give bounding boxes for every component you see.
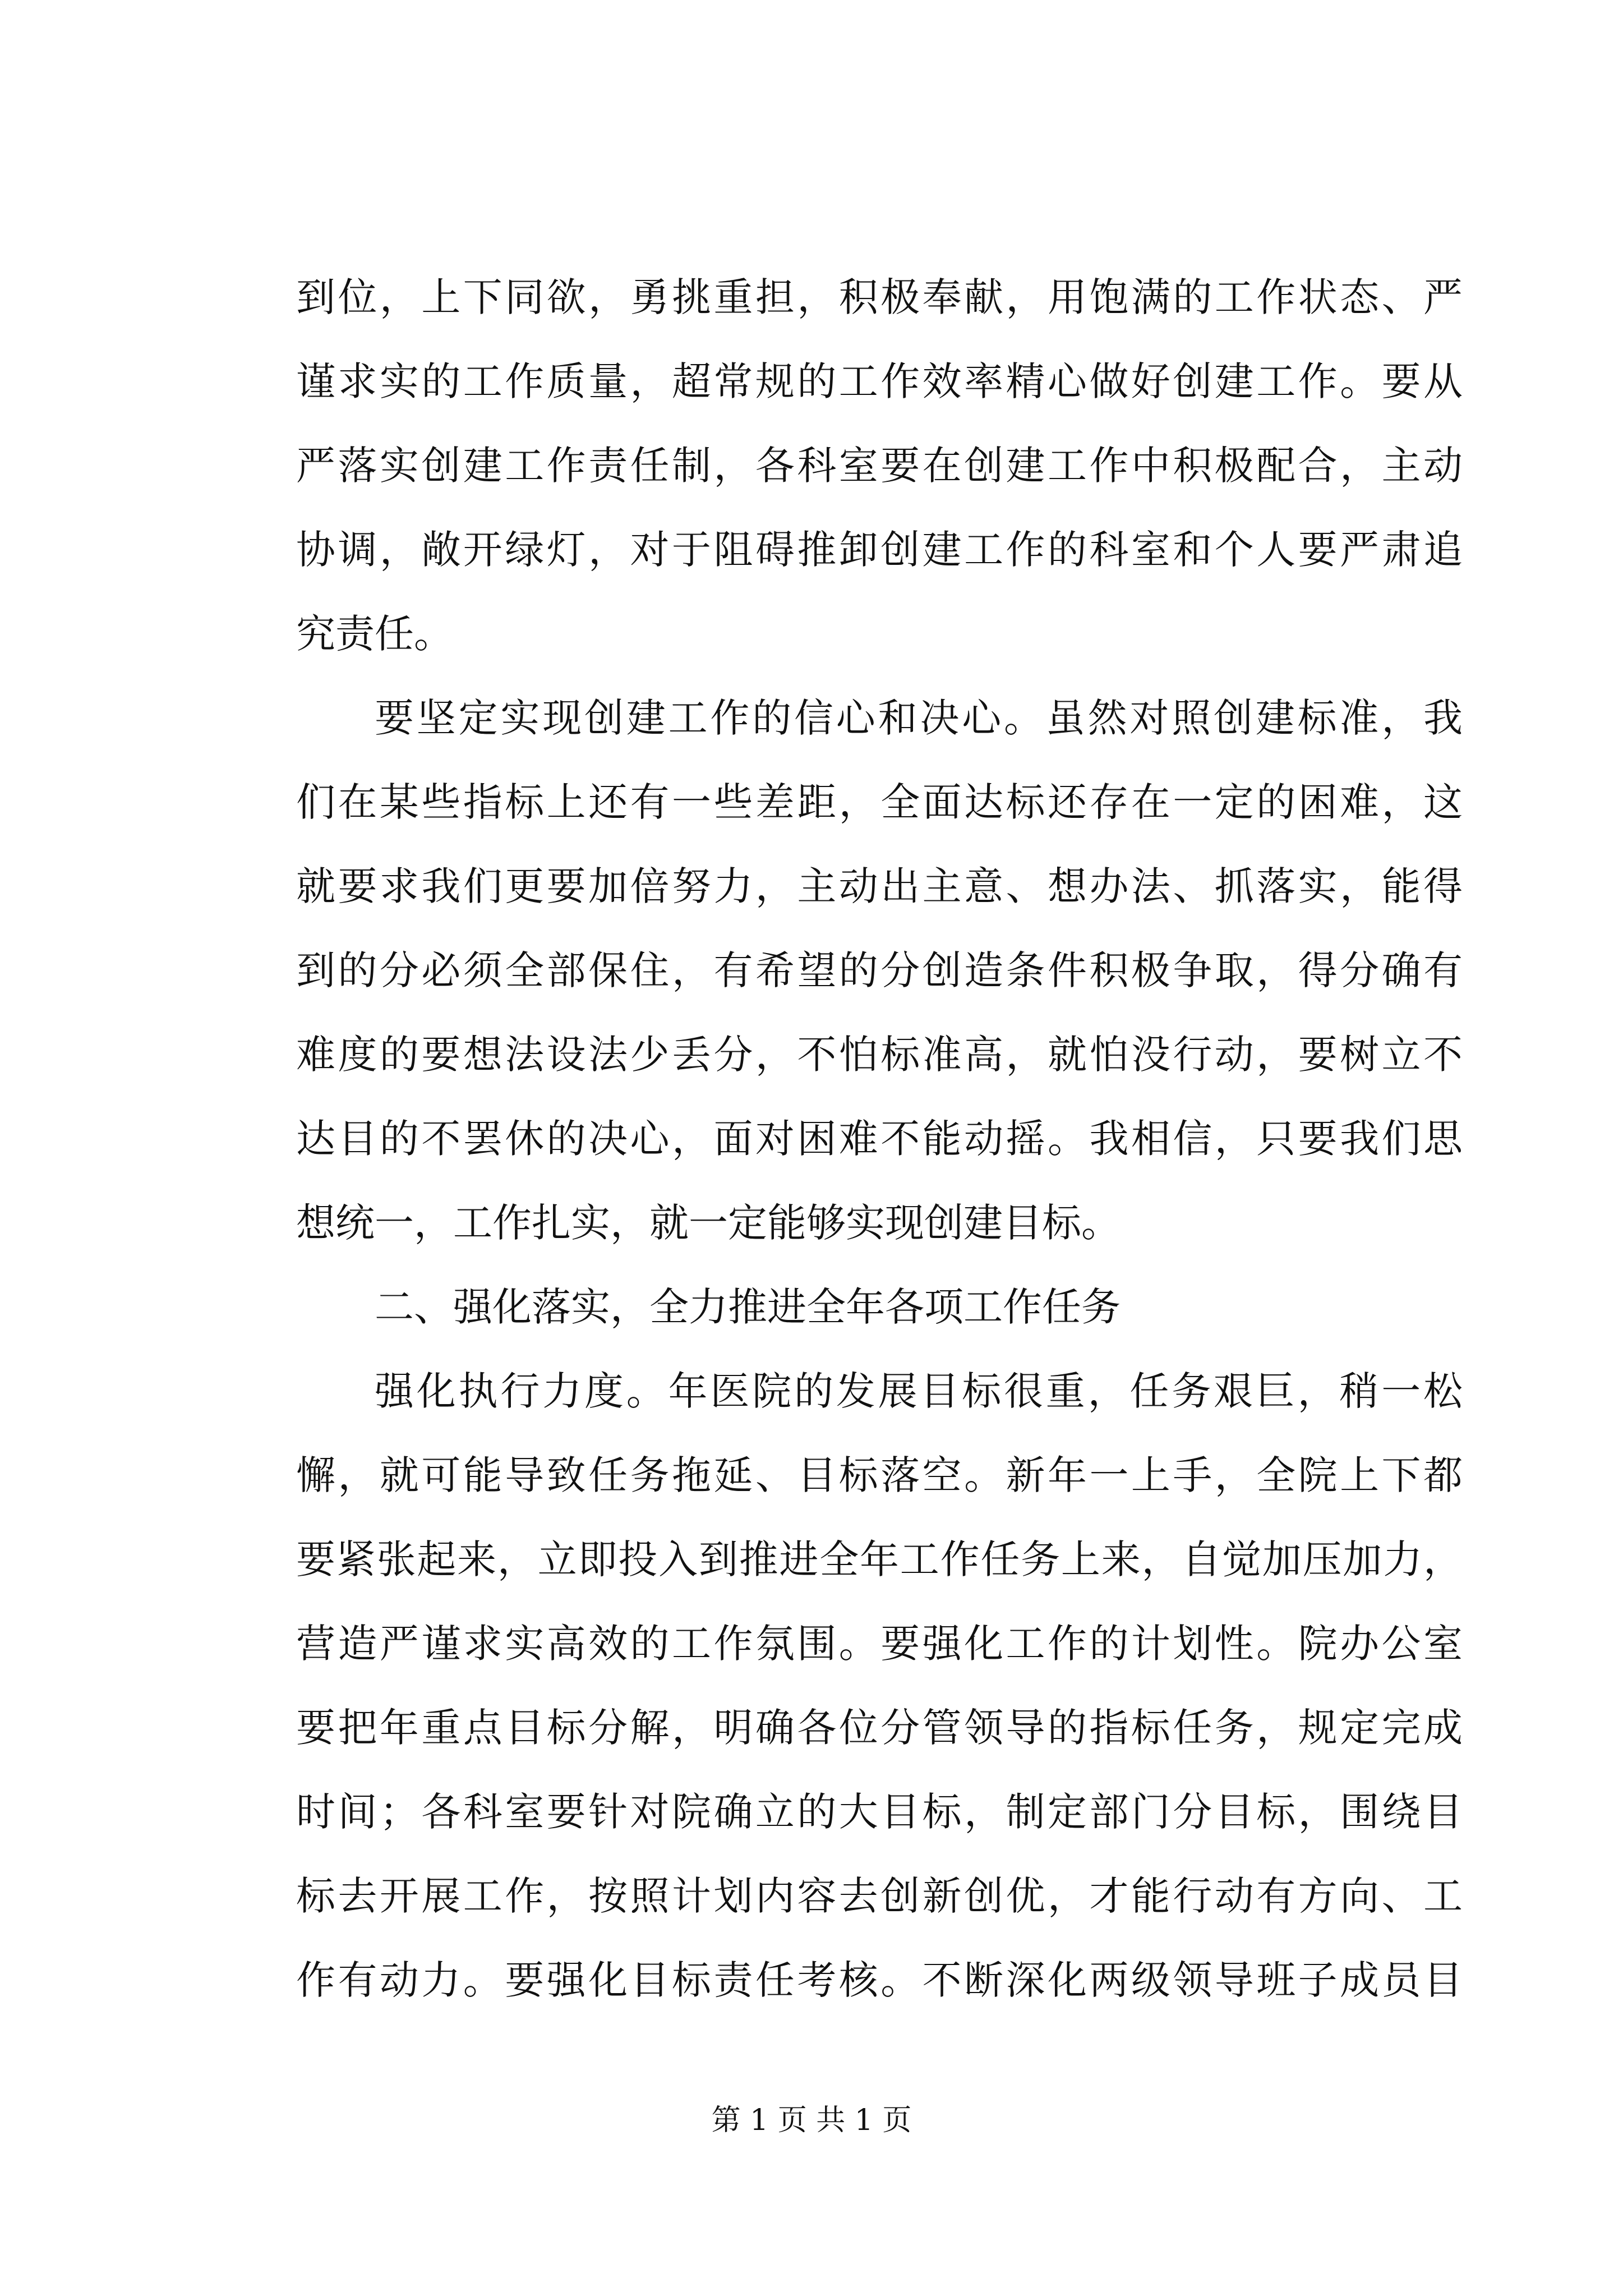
text-line: 要紧张起来，立即投入到推进全年工作任务上来，自觉加压加力， xyxy=(296,1536,1463,1582)
text-line: 难度的要想法设法少丢分，不怕标准高，就怕没行动，要树立不 xyxy=(296,1032,1463,1078)
text-line: 到位，上下同欲，勇挑重担，积极奉献，用饱满的工作状态、严 xyxy=(296,274,1463,320)
paragraph-first-line: 要坚定实现创建工作的信心和决心。虽然对照创建标准，我 xyxy=(375,695,1463,741)
page-footer xyxy=(0,2098,1623,2143)
text-line: 营造严谨求实高效的工作氛围。要强化工作的计划性。院办公室 xyxy=(296,1621,1463,1667)
text-line: 到的分必须全部保住，有希望的分创造条件积极争取，得分确有 xyxy=(296,947,1463,993)
text-line: 达目的不罢休的决心，面对困难不能动摇。我相信，只要我们思 xyxy=(296,1116,1463,1162)
paragraph-first-line: 强化执行力度。年医院的发展目标很重，任务艰巨，稍一松 xyxy=(375,1368,1463,1414)
text-line: 要把年重点目标分解，明确各位分管领导的指标任务，规定完成 xyxy=(296,1705,1463,1751)
text-line: 标去开展工作，按照计划内容去创新创优，才能行动有方向、工 xyxy=(296,1873,1463,1919)
document-body xyxy=(296,255,1463,2022)
text-line: 协调，敞开绿灯，对于阻碍推卸创建工作的科室和个人要严肃追 xyxy=(296,527,1463,573)
text-line: 谨求实的工作质量，超常规的工作效率精心做好创建工作。要从 xyxy=(296,358,1463,404)
page-number-label: 第 1 页 共 1 页 xyxy=(711,2104,912,2137)
text-line: 究责任。 xyxy=(296,611,453,657)
text-line: 想统一，工作扎实，就一定能够实现创建目标。 xyxy=(296,1200,1121,1246)
text-line: 就要求我们更要加倍努力，主动出主意、想办法、抓落实，能得 xyxy=(296,863,1463,909)
text-line: 时间；各科室要针对院确立的大目标，制定部门分目标，围绕目 xyxy=(296,1789,1463,1835)
section-heading: 二、强化落实，全力推进全年各项工作任务 xyxy=(375,1284,1121,1330)
text-line: 们在某些指标上还有一些差距，全面达标还存在一定的困难，这 xyxy=(296,779,1463,825)
text-line: 严落实创建工作责任制，各科室要在创建工作中积极配合，主动 xyxy=(296,443,1463,489)
text-line: 作有动力。要强化目标责任考核。不断深化两级领导班子成员目 xyxy=(296,1957,1463,2003)
text-line: 懈，就可能导致任务拖延、目标落空。新年一上手，全院上下都 xyxy=(296,1452,1463,1498)
